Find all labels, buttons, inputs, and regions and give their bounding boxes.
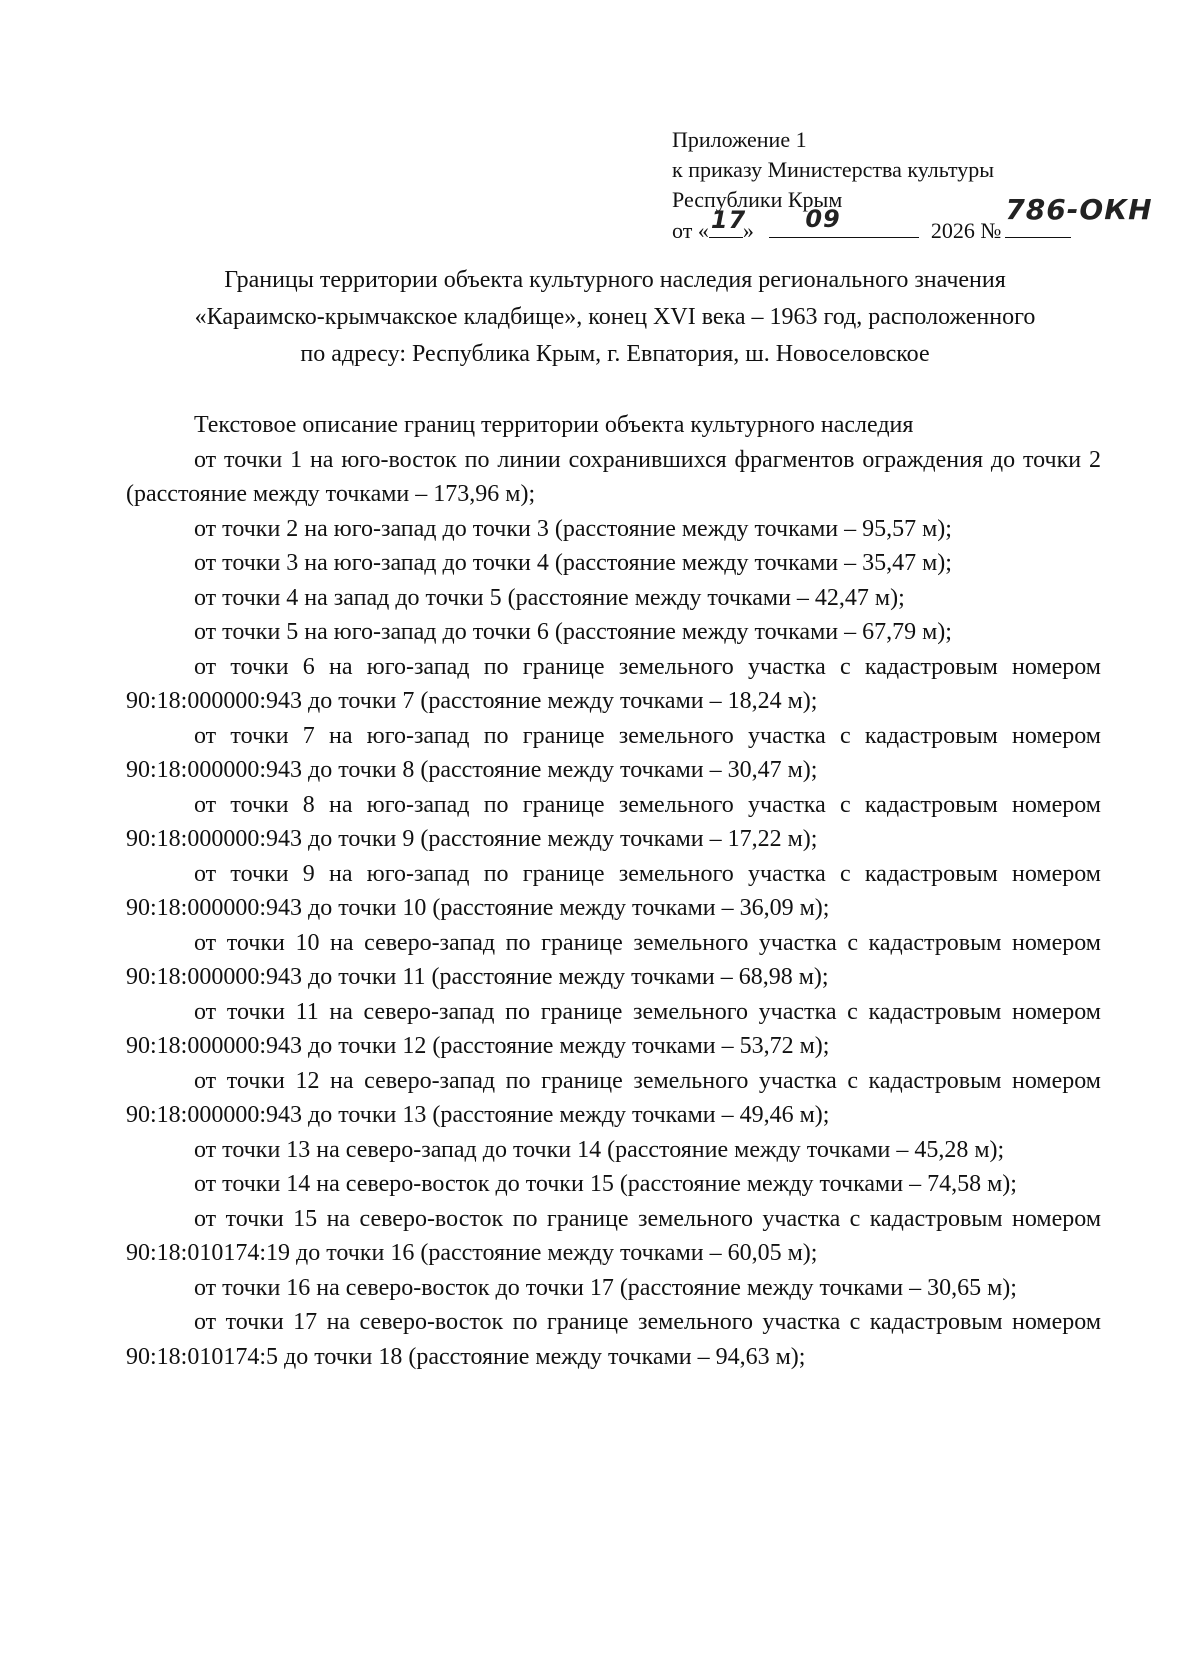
boundary-paragraph: от точки 2 на юго-запад до точки 3 (расстояние между точками – 95,57 м); <box>194 515 952 542</box>
date-day-field <box>709 206 747 238</box>
boundary-paragraph: от точки 3 на юго-запад до точки 4 (расстояние между точками – 35,47 м); <box>194 550 952 576</box>
boundary-paragraph: от точки 14 на северо-восток до точки 15 (расстояние между точками – 74,58 м); <box>194 1171 1017 1197</box>
order-number-handwritten: 786-ОКН <box>1005 193 1153 226</box>
boundary-paragraph: от точки 6 на юго-запад по границе земельного участка с кадастровым номером 90:18:000000:943 до точки 7 (расстояние между точками – 18,24 м); <box>126 653 1101 714</box>
date-month-field <box>769 205 919 238</box>
boundary-paragraph: от точки 10 на северо-запад по границе земельного участка с кадастровым номером 90:18:000000:943 до точки 11 (расстояние между точками – 68,98 м); <box>126 929 1101 990</box>
appendix-header <box>672 125 1153 246</box>
date-mid: » <box>742 218 754 243</box>
document-body <box>126 408 1101 1374</box>
date-day-handwritten: 17 <box>710 206 747 234</box>
title-line-3: по адресу: Республика Крым, г. Евпатория, ш. Новоселовское <box>300 341 930 367</box>
title-line-2: «Караимско-крымчакское кладбище», конец XVI века – 1963 год, расположенного <box>194 304 1036 330</box>
date-prefix: от « <box>672 218 709 243</box>
boundary-paragraph: от точки 16 на северо-восток до точки 17 (расстояние между точками – 30,65 м); <box>194 1274 1017 1301</box>
document-title <box>120 262 1110 373</box>
title-line-1: Границы территории объекта культурного наследия регионального значения <box>224 267 1006 293</box>
boundary-paragraph: от точки 1 на юго-восток по линии сохранившихся фрагментов ограждения до точки 2 (расстояние между точками – 173,96 м); <box>126 446 1101 507</box>
boundary-paragraph: от точки 7 на юго-запад по границе земельного участка с кадастровым номером 90:18:000000:943 до точки 8 (расстояние между точками – 30,47 м); <box>126 722 1101 783</box>
boundary-paragraph: от точки 8 на юго-запад по границе земельного участка с кадастровым номером 90:18:000000:943 до точки 9 (расстояние между точками – 17,22 м); <box>126 791 1101 852</box>
boundary-paragraph: от точки 13 на северо-запад до точки 14 (расстояние между точками – 45,28 м); <box>194 1136 1005 1163</box>
boundary-paragraph: от точки 9 на юго-запад по границе земельного участка с кадастровым номером 90:18:000000:943 до точки 10 (расстояние между точками – 36,09 м); <box>126 860 1101 921</box>
date-month-handwritten: 09 <box>805 205 841 233</box>
appendix-label: Приложение 1 <box>672 127 807 152</box>
order-number-field <box>1005 193 1153 238</box>
appendix-order-ref: к приказу Министерства культуры <box>672 157 995 182</box>
boundary-paragraph: от точки 4 на запад до точки 5 (расстояние между точками – 42,47 м); <box>194 584 905 611</box>
appendix-ministry: Республики Крым <box>672 187 843 212</box>
boundary-paragraph: от точки 17 на северо-восток по границе земельного участка с кадастровым номером 90:18:010174:5 до точки 18 (расстояние между точками – 94,63 м); <box>126 1309 1101 1370</box>
date-year: 2026 № <box>930 218 1002 243</box>
section-subtitle: Текстовое описание границ территории объекта культурного наследия <box>194 412 914 438</box>
boundary-paragraph: от точки 12 на северо-запад по границе земельного участка с кадастровым номером 90:18:000000:943 до точки 13 (расстояние между точками – 49,46 м); <box>126 1067 1101 1128</box>
boundary-paragraph: от точки 5 на юго-запад до точки 6 (расстояние между точками – 67,79 м); <box>194 619 952 645</box>
boundary-paragraph: от точки 15 на северо-восток по границе земельного участка с кадастровым номером 90:18:010174:19 до точки 16 (расстояние между точками – 60,05 м); <box>126 1205 1101 1266</box>
boundary-paragraph: от точки 11 на северо-запад по границе земельного участка с кадастровым номером 90:18:000000:943 до точки 12 (расстояние между точками – 53,72 м); <box>126 998 1101 1059</box>
